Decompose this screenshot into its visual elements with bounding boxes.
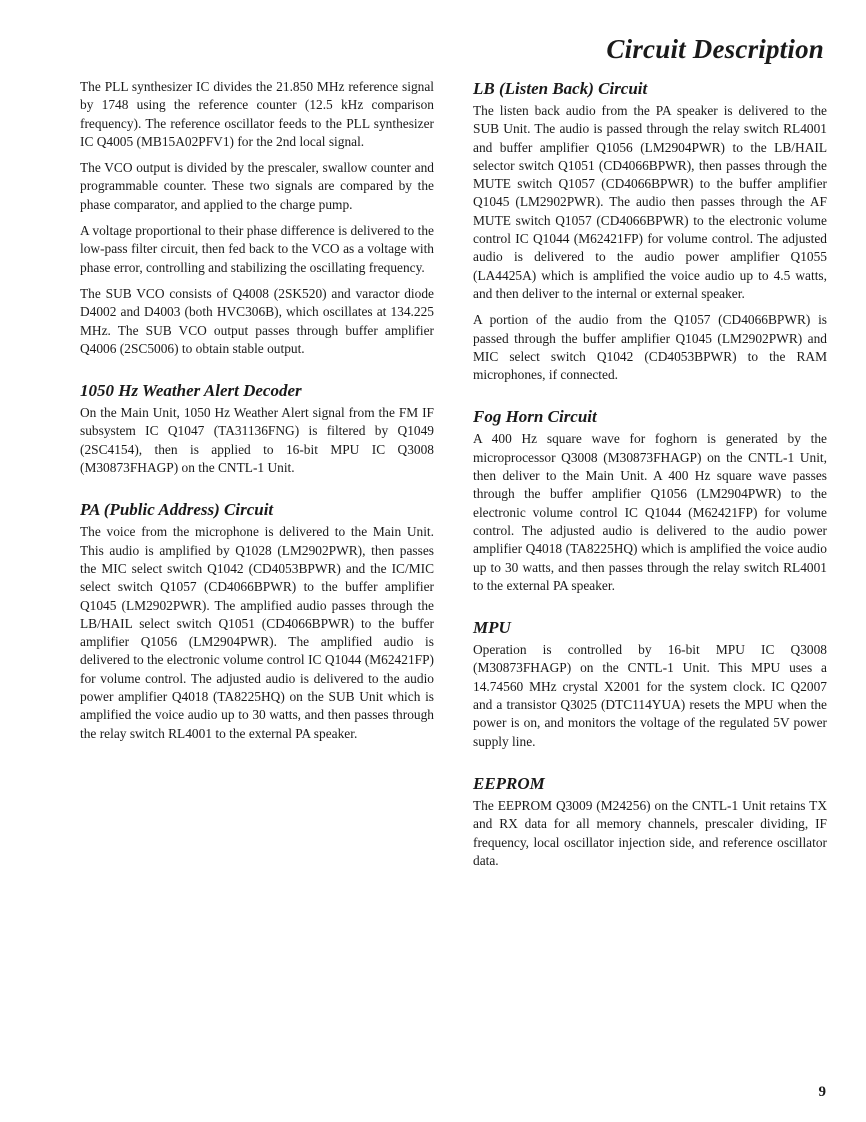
weather-alert-text: On the Main Unit, 1050 Hz Weather Alert signal from the FM IF subsystem IC Q1047 (TA31136FNG) is filtered by Q1049 (2SC4154), then is applied to 16-bit MPU IC Q3008 (M30873FHAGP) on the CNTL-1 Unit. [80, 405, 434, 476]
fog-horn-heading: Fog Horn Circuit [473, 407, 597, 427]
weather-alert-heading: 1050 Hz Weather Alert Decoder [80, 381, 302, 401]
pll-paragraph-4: The SUB VCO consists of Q4008 (2SK520) and varactor diode D4002 and D4003 (both HVC306B), which oscillates at 134.225 MHz. The SUB VCO output passes through buffer amplifier Q4006 (2SC5006) to obtain stable output. [80, 285, 434, 356]
lb-circuit-heading: LB (Listen Back) Circuit [473, 79, 648, 98]
page-title: Circuit Description [606, 34, 824, 64]
eeprom-text: The EEPROM Q3009 (M24256) on the CNTL-1 Unit retains TX and RX data for all memory channels, prescaler dividing, IF frequency, local oscillator injection side, and reference oscillator data. [473, 797, 827, 868]
pll-paragraph-2: The VCO output is divided by the prescaler, swallow counter and programmable counter. These two signals are compared by the phase comparator, and applied to the charge pump. [80, 160, 434, 212]
left-column [80, 78, 434, 751]
mpu-text: Operation is controlled by 16-bit MPU IC Q3008 (M30873FHAGP) on the CNTL-1 Unit. This MPU uses a 14.74560 MHz crystal X2001 for the system clock. IC Q2007 and a transistor Q3025 (DTC114YUA) resets the MPU when the power is on, and monitors the voltage of the regulated 5V power supply line. [473, 642, 827, 749]
lb-circuit-paragraph-2: A portion of the audio from the Q1057 (CD4066BPWR) is passed through the buffer amplifier Q1045 (LM2902PWR) and MIC select switch Q1042 (CD4053BPWR) to the RAM microphones, if connected. [473, 312, 827, 383]
mpu-heading: MPU [473, 618, 511, 638]
pll-paragraph-3: A voltage proportional to their phase difference is delivered to the low-pass filter circuit, then fed back to the VCO as a voltage with phase error, controlling and stabilizing the oscillating frequency. [80, 223, 434, 275]
lb-circuit-paragraph-1: The listen back audio from the PA speaker is delivered to the SUB Unit. The audio is passed through the relay switch RL4001 and buffer amplifier Q1056 (LM2904PWR) to the LB/HAIL selector switch Q1051 (CD4066BPWR), then passes through the MUTE switch Q1057 (CD4066BPWR) to the buffer amplifier Q1045 (LM2902PWR). The audio then passes through the AF MUTE switch Q1057 (CD4066BPWR) to the electronic volume control IC Q1044 (M62421FP) for volume control. The adjusted audio is delivered to the audio power amplifier Q1055 (LA4425A) which is amplified the voice audio up to 4.5 watts, and then deliver to the internal or external speaker. [473, 103, 827, 301]
fog-horn-text: A 400 Hz square wave for foghorn is generated by the microprocessor Q3008 (M30873FHAGP) on the CNTL-1 Unit, then deliver to the Main Unit. A 400 Hz square wave passes through the buffer amplifier Q1056 (LM2904PWR) to the electronic volume control IC Q1044 (M62421FP) for volume control. The adjusted audio is delivered to the audio power amplifier Q4018 (TA8225HQ) which is amplified the voice audio up to 30 watts, and then passes through the relay switch RL4001 to the external PA speaker. [473, 431, 827, 593]
pll-paragraph-1: The PLL synthesizer IC divides the 21.850 MHz reference signal by 1748 using the reference counter (12.5 kHz comparison frequency). The reference oscillator feeds to the PLL synthesizer IC Q4005 (MB15A02PFV1) for the 2nd local signal. [80, 79, 434, 149]
eeprom-heading: EEPROM [473, 773, 545, 793]
page-number: 9 [818, 1084, 826, 1100]
pa-circuit-text: The voice from the microphone is delivered to the Main Unit. This audio is amplified by Q1028 (LM2902PWR), then passes the MIC select switch Q1042 (CD4053BPWR) and the IC/MIC select switch Q1057 (CD4066BPWR) to the buffer amplifier Q1045 (LM2902PWR). The amplified audio passes through the LB/HAIL select switch Q1051 (CD4066BPWR) to the buffer amplifier Q1056 (LM2904PWR). The amplified audio is delivered to the electronic volume control IC Q1044 (M62421FP) for volume control. The adjusted audio is delivered to the audio power amplifier Q4018 (TA8225HQ) on the SUB Unit which is amplified the voice audio up to 30 watts, and then passes through the relay switch RL4001 to the external PA speaker. [80, 524, 434, 741]
pa-circuit-heading: PA (Public Address) Circuit [80, 500, 274, 520]
right-column [473, 78, 827, 878]
